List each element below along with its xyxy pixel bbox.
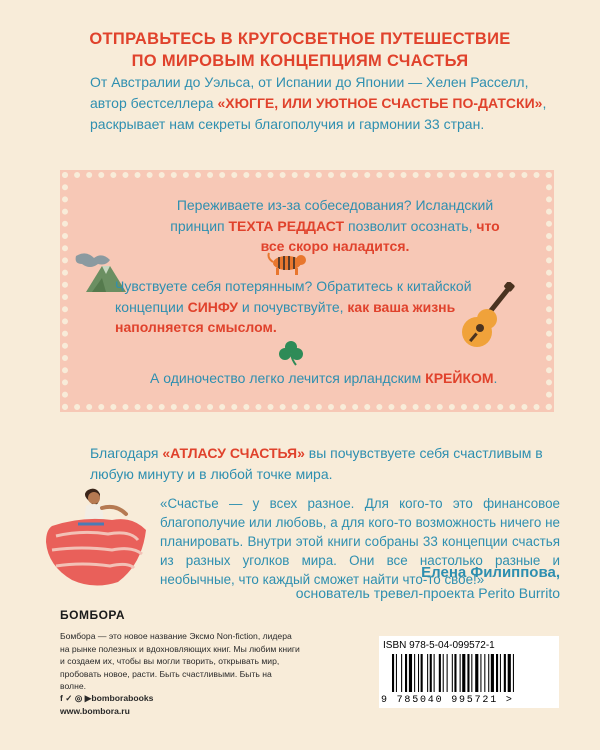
tip-china (115, 276, 495, 338)
barcode-bar (427, 654, 428, 692)
tip-2-emphasis: как ваша жизнь наполняется смыслом. (115, 298, 456, 335)
dancer-icon (42, 486, 150, 590)
intro-paragraph (90, 72, 560, 135)
barcode-bar (504, 654, 506, 692)
barcode-bar (443, 654, 444, 692)
publisher-description: Бомбора — это новое название Эксмо Non-fiction, лидера на рынке полезных и вдохновляющих книг. Мы любим книги и создаем их, чтобы вы могли творить, открывать мир, пробовать новое, расти. Быть счастливыми. Быть на волне. (60, 631, 300, 692)
tip-1-concept: ТЕХТА РЕДДАСТ (228, 217, 345, 234)
barcode-bar (484, 654, 485, 692)
barcode-bar (414, 654, 415, 692)
barcode-bar (491, 654, 494, 692)
barcode-bar (496, 654, 498, 692)
heading-line-2: ПО МИРОВЫМ КОНЦЕПЦИЯМ СЧАСТЬЯ (131, 52, 469, 70)
barcode-bar (471, 654, 472, 692)
tip-3-text-2: . (493, 370, 498, 386)
barcode-bar (454, 654, 456, 692)
barcode-bar (392, 654, 394, 692)
barcode-bar (409, 654, 412, 692)
social-handle: bomborabooks (91, 693, 154, 703)
testimonial-quote: «Счастье — у всех разное. Для кого-то это финансовое благополучие или любовь, а для кого-то возможность ничего не планировать. Внутри этой книги собраны 33 концепции счастья из разных уголков мира. Они все настолько разные и необычные, что каждый сможет найти что-то свое!» (160, 496, 560, 587)
guitar-icon (455, 282, 515, 352)
page-heading (40, 28, 560, 72)
barcode-bar (434, 654, 435, 692)
barcode-bar (418, 654, 419, 692)
heading-line-1: ОТПРАВЬТЕСЬ В КРУГОСВЕТНОЕ ПУТЕШЕСТВИЕ (89, 30, 511, 48)
tiger-icon (265, 250, 309, 276)
intro-text-1: От Австралии до Уэльса, от Испании до Японии — Хелен Расселл, автор бестселлера (90, 74, 529, 111)
barcode-number: 9 785040 995721 > (381, 695, 514, 706)
barcode-bar (467, 654, 469, 692)
tip-2-text-2: и почувствуйте, (238, 298, 348, 315)
atlas-title: «АТЛАСУ СЧАСТЬЯ» (162, 445, 305, 461)
barcode-bar (488, 654, 489, 692)
barcode-bar (475, 654, 478, 692)
barcode-bar (500, 654, 501, 692)
barcode-bar (447, 654, 448, 692)
tip-1-emphasis: что все скоро наладится. (260, 217, 500, 254)
barcode-bar (513, 654, 514, 692)
barcode-bar (480, 654, 481, 692)
barcode-bar (462, 654, 465, 692)
tip-1-text-1: Переживаете из-за собеседования? Исландский принцип (170, 197, 494, 234)
barcode-bar (401, 654, 402, 692)
publisher-contacts (60, 692, 153, 717)
publisher-logo: БОМБОРА (60, 608, 126, 622)
intro-book-title: «ХЮГГЕ, ИЛИ УЮТНОЕ СЧАСТЬЕ ПО-ДАТСКИ» (217, 95, 543, 111)
barcode-bars (392, 654, 548, 694)
social-icons: f ✓ ◎ ▶ (60, 693, 92, 703)
atlas-paragraph (90, 443, 560, 485)
isbn-label: ISBN 978-5-04-099572-1 (383, 640, 495, 651)
barcode-bar (396, 654, 397, 692)
barcode-bar (421, 654, 423, 692)
barcode-bar (430, 654, 432, 692)
clover-icon (278, 340, 304, 366)
atlas-text-2: вы почувствуете себя счастливым в любую минуту и в любой точке мира. (90, 445, 543, 482)
atlas-text-1: Благодаря (90, 445, 163, 461)
publisher-website: www.bombora.ru (60, 705, 130, 716)
tip-ireland (150, 368, 550, 389)
tip-2-text-1: Чувствуете себя потерянным? Обратитесь к китайской концепции (115, 278, 472, 315)
barcode-bar (452, 654, 453, 692)
barcode-bar (439, 654, 441, 692)
tip-2-concept: СИНФУ (187, 298, 238, 315)
author-name: Елена Филиппова, (421, 564, 560, 581)
barcode-bar (460, 654, 461, 692)
quote-attribution (240, 562, 560, 603)
barcode-bar (405, 654, 407, 692)
tip-1-text-2: позволит осознать, (344, 217, 477, 234)
author-title: основатель тревел-проекта Perito Burrito (295, 585, 560, 601)
barcode-bar (508, 654, 511, 692)
tip-3-concept: КРЕЙКОМ (425, 370, 494, 386)
tip-3-text-1: А одиночество легко лечится ирландским (150, 370, 426, 386)
intro-text-2: , раскрывает нам секреты благополучия и гармонии 33 стран. (90, 95, 547, 132)
tip-iceland (170, 195, 500, 257)
